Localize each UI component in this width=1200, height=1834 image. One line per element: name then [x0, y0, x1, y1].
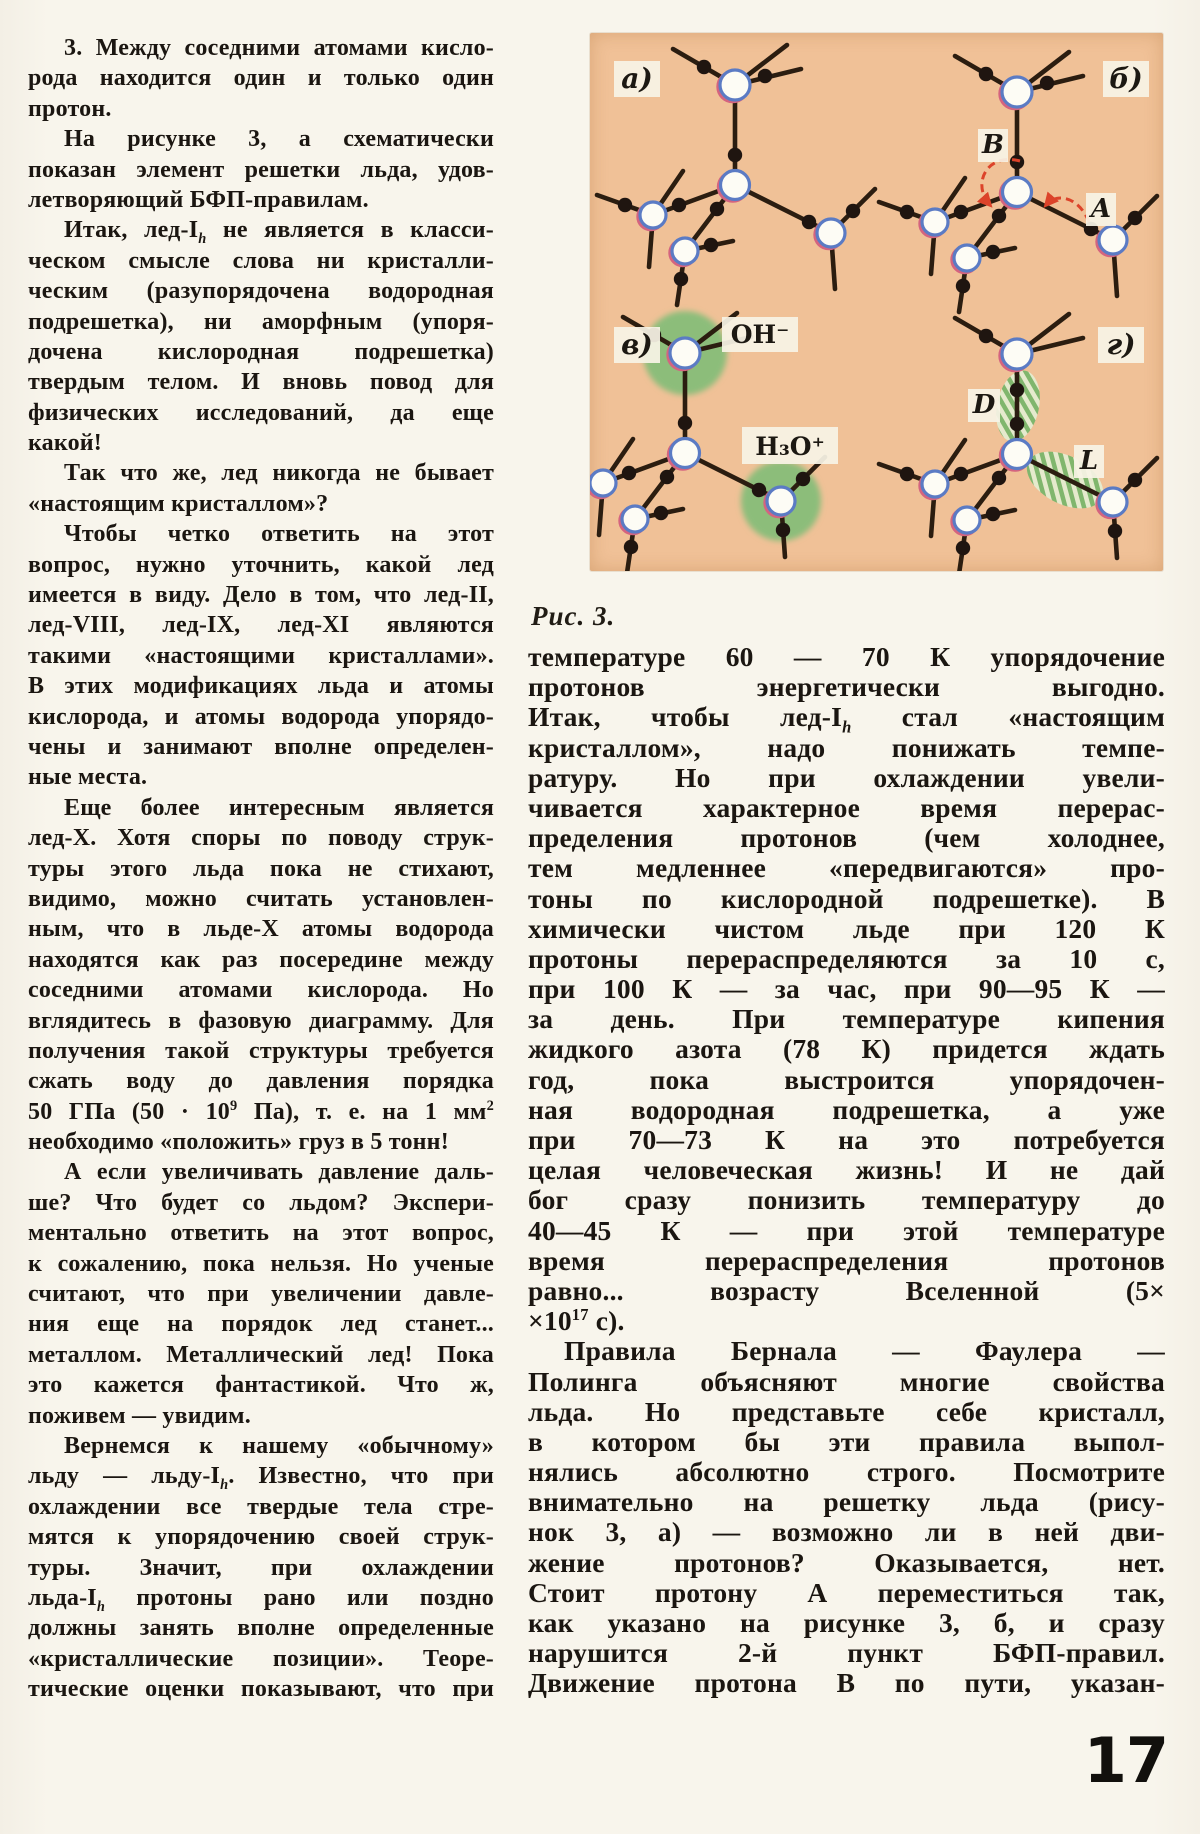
figure-ris-3 — [590, 33, 1163, 571]
panel-label-v — [614, 327, 660, 363]
text-line: нялись абсолютно строго. Посмотрите — [528, 1456, 1165, 1488]
text-line: дочена кислородная подрешетка) — [28, 338, 494, 365]
svg-text:H₃O⁺: H₃O⁺ — [755, 432, 825, 461]
text-line: время перераспределения протонов — [528, 1244, 1165, 1276]
text-line: протоны перераспределяются за 10 с, — [528, 942, 1165, 974]
panel-label-g — [1098, 327, 1144, 363]
text-line: ческом смысле слова ни кристалли- — [28, 247, 494, 274]
text-line: целая человеческая жизнь! И не дай — [528, 1154, 1165, 1186]
text-line: соседними атомами кислорода. Но — [28, 977, 494, 1004]
text-line: Правила Бернала — Фаулера — — [564, 1335, 1165, 1367]
text-line: льду — льду-$I_h$. Известно, что при — [28, 1463, 494, 1494]
text-line: кислорода, и атомы водорода упорядо- — [28, 703, 494, 730]
text-line: чивается характерное время перерас- — [528, 791, 1165, 823]
label-proton-B — [978, 129, 1008, 162]
text-line: ше? Что будет со льдом? Экспери- — [28, 1189, 494, 1216]
text-line: туры этого льда пока не стихают, — [28, 855, 494, 882]
text-line: ная водородная подрешетка, а уже — [528, 1093, 1165, 1125]
text-line: считают, что при увеличении давле- — [28, 1281, 494, 1308]
text-line: внимательно на решетку льда (рису- — [528, 1486, 1165, 1518]
text-line: охлаждении все твердые тела стре- — [28, 1493, 494, 1520]
text-line: ные места. — [28, 764, 148, 791]
text-line: Еще более интересным является — [64, 794, 494, 821]
text-line: химически чистом льде при 120 К — [528, 912, 1165, 944]
text-line: вопрос, нужно уточнить, какой лед — [28, 551, 494, 578]
text-line: поживем — увидим. — [28, 1402, 251, 1429]
text-line: 40—45 К — при этой температуре — [528, 1214, 1165, 1246]
page-number: 17 — [1083, 1724, 1168, 1797]
svg-text:A: A — [1090, 194, 1112, 224]
label-d-defect — [968, 389, 1000, 422]
text-line: льда-$I_h$ протоны рано или поздно — [28, 1584, 494, 1615]
text-line: подрешетка), ни аморфным (упоря- — [28, 308, 494, 335]
text-line: за день. При температуре кипения — [528, 1003, 1165, 1035]
text-line: получения такой структуры требуется — [28, 1037, 494, 1064]
svg-text:L: L — [1079, 446, 1099, 476]
text-line: равно... возрасту Вселенной (5× — [528, 1274, 1165, 1306]
text-line: тем медленнее «передвигаются» про- — [528, 852, 1165, 884]
figure-panel-g — [879, 314, 1157, 571]
text-line: Чтобы четко ответить на этот — [64, 521, 494, 548]
text-line: находятся как раз посередине между — [28, 946, 494, 973]
figure-panel-b — [879, 52, 1157, 312]
text-line: бог сразу понизить температуру до — [528, 1184, 1165, 1216]
text-line: туры. Значит, при охлаждении — [28, 1554, 494, 1581]
text-line: протон. — [28, 95, 112, 122]
text-line: кристаллом», надо понижать темпе- — [528, 731, 1165, 763]
svg-text:б): б) — [1109, 62, 1143, 95]
text-line: ным, что в льде-X атомы водорода — [28, 916, 494, 943]
text-line: видимо, можно считать установлен- — [28, 885, 494, 912]
panel-label-b — [1103, 61, 1149, 97]
text-line: должны занять вполне определенные — [28, 1615, 494, 1642]
text-line: Итак, лед-$I_h$ не является в класси- — [64, 217, 494, 248]
text-line: ратуру. Но при охлаждении увели- — [528, 761, 1165, 793]
text-line: ния еще на порядок лед станет... — [28, 1311, 494, 1338]
text-line: твердым телом. И вновь повод для — [28, 369, 494, 396]
text-line: льда. Но представьте себе кристалл, — [528, 1395, 1165, 1427]
text-line: лед-VIII, лед-IX, лед-XI являются — [28, 612, 494, 639]
label-hydronium-ion — [742, 427, 838, 464]
text-line: Так что же, лед никогда не бывает — [64, 460, 494, 487]
text-line: при 70—73 К на это потребуется — [528, 1124, 1165, 1155]
text-line: жидкого азота (78 К) придется ждать — [528, 1033, 1165, 1065]
label-l-defect — [1074, 445, 1104, 478]
text-line: ментально ответить на этот вопрос, — [28, 1220, 494, 1247]
text-line: В этих модификациях льда и атомы — [28, 673, 494, 700]
text-line: в котором бы эти правила выпол- — [528, 1425, 1165, 1457]
svg-text:а): а) — [621, 62, 653, 95]
text-line: мятся к упорядочению своей струк- — [28, 1524, 494, 1551]
text-line: $\times 10^{17}$ с). — [528, 1304, 625, 1337]
text-line: сжать воду до давления порядка — [28, 1068, 494, 1095]
text-line: ческим (разупорядочена водородная — [28, 278, 494, 305]
svg-text:B: B — [982, 130, 1004, 160]
text-line: 50 ГПа ($50 \cdot 10^9$ Па), т. е. на 1 $мм^2$ — [28, 1097, 494, 1125]
text-line: нарушится 2-й пункт БФП-правил. — [528, 1637, 1165, 1669]
text-line: год, пока выстроится упорядочен- — [528, 1063, 1165, 1095]
label-hydroxide-ion — [722, 317, 798, 352]
text-line: такими «настоящими кристаллами». — [28, 642, 494, 669]
text-line: протонов энергетически выгодно. — [528, 671, 1165, 703]
figure-panel-a — [597, 45, 875, 305]
left-text-column — [28, 33, 494, 1704]
right-text-column — [528, 642, 1165, 1699]
text-line: как указано на рисунке 3, б, и сразу — [528, 1607, 1165, 1638]
text-line: имеется в виду. Дело в том, что лед-II, — [28, 582, 494, 609]
svg-text:г): г) — [1106, 328, 1136, 361]
text-line: «кристаллические позиции». Теоре- — [28, 1645, 494, 1672]
text-line: необходимо «положить» груз в 5 тонн! — [28, 1129, 449, 1156]
label-proton-A — [1086, 193, 1116, 226]
ice-lattice-diagram — [590, 33, 1163, 571]
text-line: тические оценки показывают, что при — [28, 1676, 494, 1703]
text-line: физических исследований, да еще — [28, 399, 494, 426]
text-line: А если увеличивать давление даль- — [64, 1159, 494, 1186]
text-line: температуре 60 — 70 К упорядочение — [528, 641, 1165, 672]
text-line: тоны по кислородной подрешетке). В — [528, 882, 1165, 914]
text-line: при 100 К — за час, при 90—95 К — — [528, 973, 1165, 1005]
text-line: Движение протона В по пути, указан- — [528, 1667, 1165, 1699]
text-line: На рисунке 3, а схематически — [64, 126, 494, 153]
text-line: 3. Между соседними атомами кисло- — [64, 35, 494, 61]
figure-caption: Рис. 3. — [531, 601, 616, 631]
panel-label-a — [614, 61, 660, 97]
text-line: Вернемся к нашему «обычному» — [64, 1432, 494, 1459]
text-line: жение протонов? Оказывается, нет. — [528, 1546, 1165, 1578]
svg-text:OH⁻: OH⁻ — [730, 320, 790, 349]
text-line: рода находится один и только один — [28, 65, 494, 92]
text-line: Полинга объясняют многие свойства — [528, 1365, 1165, 1397]
text-line: показан элемент решетки льда, удов- — [28, 156, 494, 183]
text-line: лед-X. Хотя споры по поводу струк- — [28, 825, 494, 852]
figure-panel-v — [590, 311, 838, 571]
text-line: чены и занимают вполне определен- — [28, 733, 494, 760]
text-line: вглядитесь в фазовую диаграмму. Для — [28, 1007, 494, 1034]
text-line: это кажется фантастикой. Что ж, — [28, 1372, 494, 1399]
svg-text:D: D — [972, 390, 996, 420]
text-line: летворяющий БФП-правилам. — [28, 186, 369, 213]
text-line: нок 3, а) — возможно ли в ней дви- — [528, 1516, 1165, 1548]
text-line: пределения протонов (чем холоднее, — [528, 822, 1165, 854]
text-line: какой! — [28, 430, 102, 457]
text-line: металлом. Металлический лед! Пока — [28, 1341, 494, 1368]
text-line: Итак, чтобы лед-$I_h$ стал «настоящим — [528, 701, 1165, 737]
text-line: «настоящим кристаллом»? — [28, 490, 329, 517]
text-line: к сожалению, пока нельзя. Но ученые — [28, 1250, 494, 1277]
svg-text:в): в) — [621, 328, 653, 361]
text-line: Стоит протону А переместиться так, — [528, 1576, 1165, 1608]
